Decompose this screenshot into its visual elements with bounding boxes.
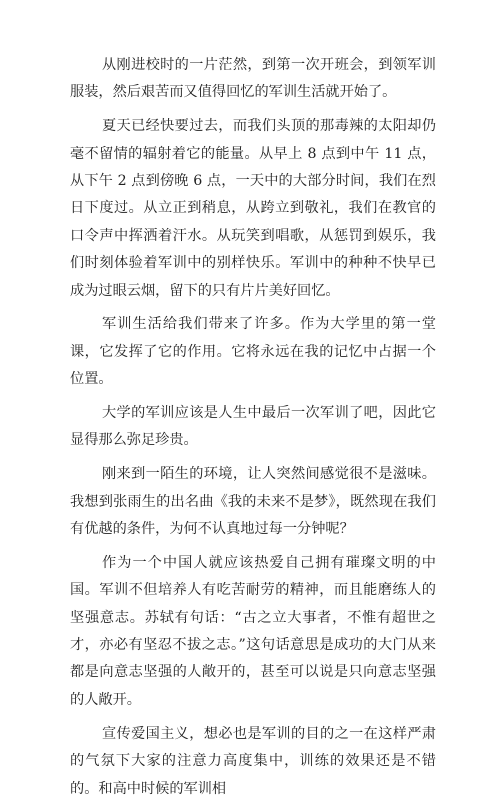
paragraph-4: 大学的军训应该是人生中最后一次军训了吧，因此它显得那么弥足珍贵。 (70, 405, 436, 449)
paragraph-3: 军训生活给我们带来了许多。作为大学里的第一堂课，它发挥了它的作用。它将永远在我的记忆中占据一个位置。 (70, 316, 436, 388)
paragraph-2: 夏天已经快要过去，而我们头顶的那毒辣的太阳却仍毫不留情的辐射着它的能量。从早上 8 点到中午 11 点，从下午 2 点到傍晚 6 点，一天中的大部分时间，我们在烈日下度过。从立正到稍息，从跨立到敬礼，我们在教官的口令声中挥洒着汗水。从玩笑到唱歌，从惩罚到娱乐，我们时刻体验着军训中的别样快乐。军训中的种种不快早已成为过眼云烟，留下的只有片片美好回忆。 (70, 118, 436, 299)
paragraph-7: 宣传爱国主义，想必也是军训的目的之一在这样严肃的气氛下大家的注意力高度集中，训练的效果还是不错的。和高中时候的军训相 (70, 725, 436, 797)
paragraph-5: 刚来到一陌生的环境，让人突然间感觉很不是滋味。我想到张雨生的出名曲《我的未来不是梦》，既然现在我们有优越的条件，为何不认真地过每一分钟呢？ (70, 466, 436, 538)
paragraph-1: 从刚进校时的一片茫然，到第一次开班会，到领军训服装，然后艰苦而又值得回忆的军训生活就开始了。 (70, 57, 436, 101)
document-body (70, 52, 436, 809)
paragraph-6: 作为一个中国人就应该热爱自己拥有璀璨文明的中国。军训不但培养人有吃苦耐劳的精神，而且能磨练人的坚强意志。苏轼有句话：“古之立大事者，不惟有超世之才，亦必有坚忍不拔之志。”这句话意思是成功的大门从来都是向意志坚强的人敞开的，甚至可以说是只向意志坚强的人敞开。 (70, 554, 436, 708)
